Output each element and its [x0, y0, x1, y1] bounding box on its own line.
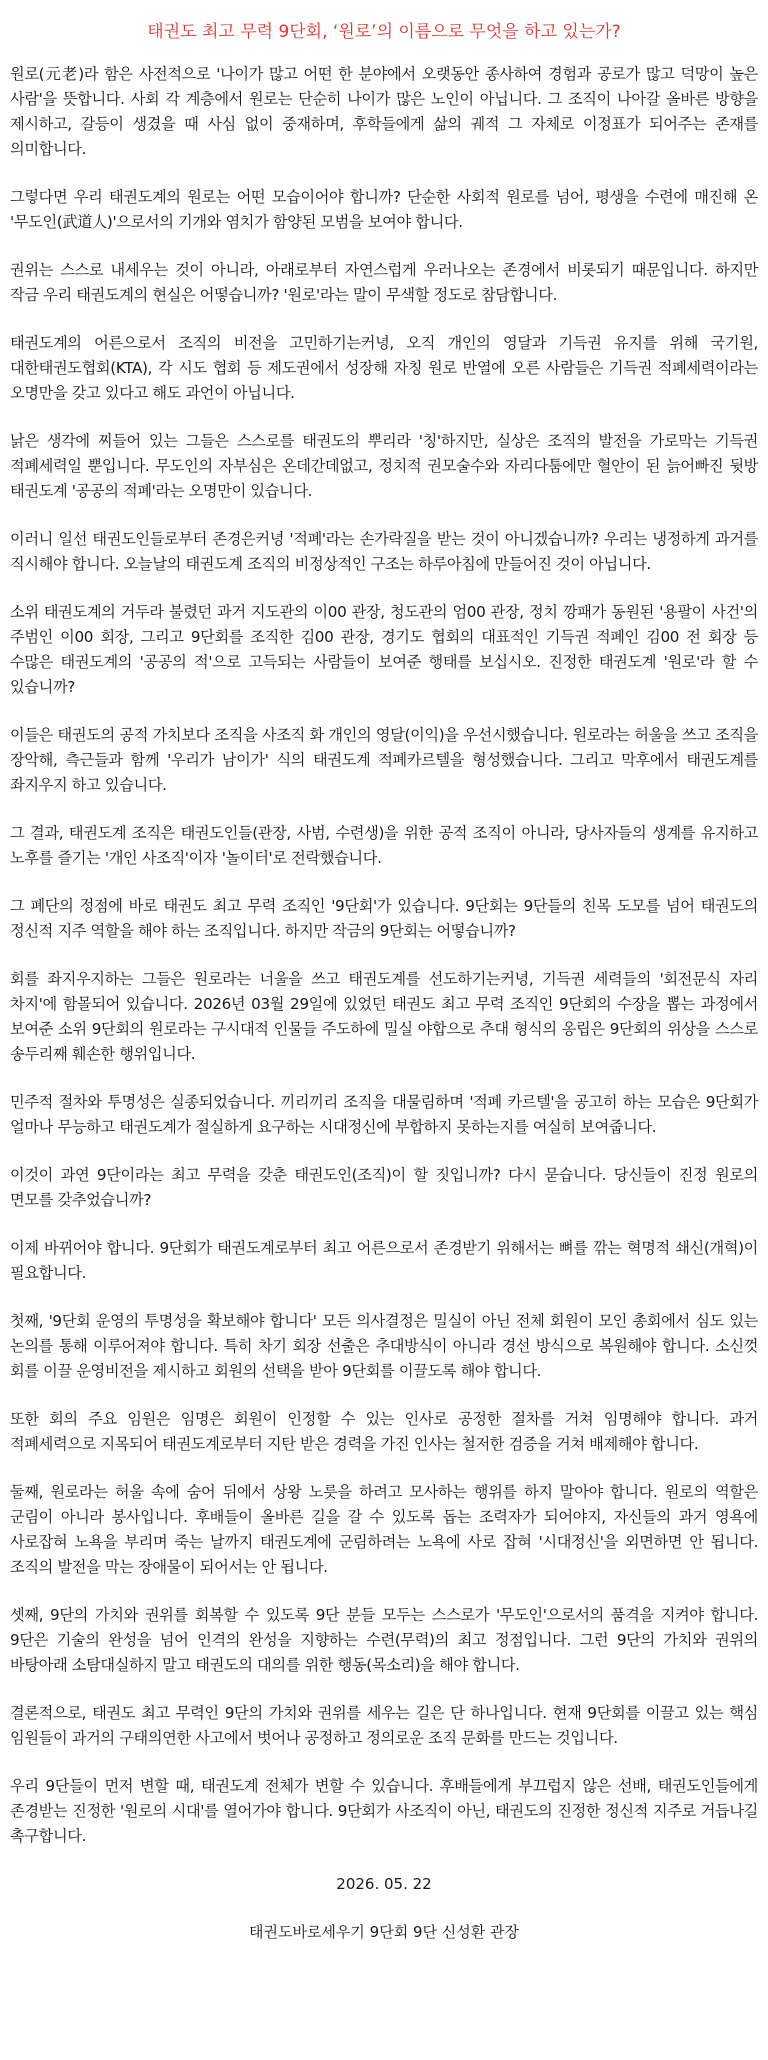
document-body	[10, 62, 758, 1849]
paragraph: 첫째, '9단회 운영의 투명성을 확보해야 합니다' 모든 의사결정은 밀실이 아닌 전체 회원이 모인 총회에서 심도 있는 논의를 통해 이루어져야 합니다. 특히 차기 회장 선출은 추대방식이 아니라 경선 방식으로 복원해야 합니다. 소신껏 회를 이끌 운영비전을 제시하고 회원의 선택을 받아 9단회를 이끌도록 해야 합니다.	[10, 1312, 758, 1380]
paragraph: 이것이 과연 9단이라는 최고 무력을 갖춘 태권도인(조직)이 할 짓입니까? 다시 묻습니다. 당신들이 진정 원로의 면모를 갖추었습니까?	[10, 1166, 758, 1209]
paragraph: 그 결과, 태권도계 조직은 태권도인들(관장, 사범, 수련생)을 위한 공적 조직이 아니라, 당사자들의 생계를 유지하고 노후를 즐기는 '개인 사조직'이자 '놀이터'로 전락했습니다.	[10, 824, 758, 867]
paragraph: 이들은 태권도의 공적 가치보다 조직을 사조직 화 개인의 영달(이익)을 우선시했습니다. 원로라는 허울을 쓰고 조직을 장악해, 측근들과 함께 '우리가 남이가' 식의 태권도계 적폐카르텔을 형성했습니다. 그리고 막후에서 태권도계를 좌지우지 하고 있습니다.	[10, 726, 758, 794]
paragraph: 그 폐단의 정점에 바로 태권도 최고 무력 조직인 '9단회'가 있습니다. 9단회는 9단들의 친목 도모를 넘어 태권도의 정신적 지주 역할을 해야 하는 조직입니다. 하지만 작금의 9단회는 어떻습니까?	[10, 897, 758, 940]
paragraph: 그렇다면 우리 태권도계의 원로는 어떤 모습이어야 합니까? 단순한 사회적 원로를 넘어, 평생을 수련에 매진해 온 '무도인(武道人)'으로서의 기개와 염치가 함양된 모범을 보여야 합니다.	[10, 188, 758, 231]
paragraph: 우리 9단들이 먼저 변할 때, 태권도계 전체가 변할 수 있습니다. 후배들에게 부끄럽지 않은 선배, 태권도인들에게 존경받는 진정한 '원로의 시대'를 열어가야 합니다. 9단회가 사조직이 아닌, 태권도의 진정한 정신적 지주로 거듭나길 촉구합니다.	[10, 1777, 758, 1845]
paragraph: 소위 태권도계의 거두라 불렸던 과거 지도관의 이00 관장, 청도관의 엄00 관장, 정치 깡패가 동원된 '용팔이 사건'의 주범인 이00 회장, 그리고 9단회를 조직한 김00 관장, 경기도 협회의 대표적인 기득권 적폐인 김00 전 회장 등 수많은 태권도계의 '공공의 적'으로 고득되는 사람들이 보여준 행태를 보십시오. 진정한 태권도계 '원로'라 할 수 있습니까?	[10, 603, 758, 696]
paragraph: 이제 바뀌어야 합니다. 9단회가 태권도계로부터 최고 어른으로서 존경받기 위해서는 뼈를 깎는 혁명적 쇄신(개혁)이 필요합니다.	[10, 1239, 758, 1282]
paragraph: 이러니 일선 태권도인들로부터 존경은커녕 '적폐'라는 손가락질을 받는 것이 아니겠습니까? 우리는 냉정하게 과거를 직시해야 합니다. 오늘날의 태권도계 조직의 비정상적인 구조는 하루아침에 만들어진 것이 아닙니다.	[10, 530, 758, 573]
paragraph: 회를 좌지우지하는 그들은 원로라는 너울을 쓰고 태권도계를 선도하기는커녕, 기득권 세력들의 '회전문식 자리 차지'에 함몰되어 있습니다. 2026년 03월 29일에 있었던 태권도 최고 무력 조직인 9단회의 수장을 뽑는 과정에서 보여준 소위 9단회의 원로라는 구시대적 인물들 주도하에 밀실 야합으로 추대 형식의 옹립은 9단회의 위상을 스스로 송두리째 훼손한 행위입니다.	[10, 970, 758, 1063]
paragraph: 셋째, 9단의 가치와 권위를 회복할 수 있도록 9단 분들 모두는 스스로가 '무도인'으로서의 품격을 지켜야 합니다. 9단은 기술의 완성을 넘어 인격의 완성을 지향하는 수련(무력)의 최고 정점입니다. 그런 9단의 가치와 권위의 바탕아래 소탐대실하지 말고 태권도의 대의를 위한 행동(목소리)을 해야 합니다.	[10, 1606, 758, 1674]
paragraph: 낡은 생각에 찌들어 있는 그들은 스스로를 태권도의 뿌리라 '칭'하지만, 실상은 조직의 발전을 가로막는 기득권 적폐세력일 뿐입니다. 무도인의 자부심은 온데간데없고, 정치적 권모술수와 자리다툼에만 혈안이 된 늙어빠진 뒷방 태권도계 '공공의 적폐'라는 오명만이 있습니다.	[10, 432, 758, 500]
paragraph: 민주적 절차와 투명성은 실종되었습니다. 끼리끼리 조직을 대물림하며 '적폐 카르텔'을 공고히 하는 모습은 9단회가 얼마나 무능하고 태권도계가 절실하게 요구하는 시대정신에 부합하지 못하는지를 여실히 보여줍니다.	[10, 1093, 758, 1136]
paragraph: 결론적으로, 태권도 최고 무력인 9단의 가치와 권위를 세우는 길은 단 하나입니다. 현재 9단회를 이끌고 있는 핵심 임원들이 과거의 구태의연한 사고에서 벗어나 공정하고 정의로운 조직 문화를 만드는 것입니다.	[10, 1704, 758, 1747]
document-title: 태권도 최고 무력 9단회, ‘원로’의 이름으로 무엇을 하고 있는가?	[147, 22, 621, 42]
paragraph: 태권도계의 어른으로서 조직의 비전을 고민하기는커녕, 오직 개인의 영달과 기득권 유지를 위해 국기원, 대한태권도협회(KTA), 각 시도 협회 등 제도권에서 성장해 자칭 원로 반열에 오른 사람들은 기득권 적폐세력이라는 오명만을 갖고 있다고 해도 과언이 아닙니다.	[10, 334, 758, 402]
document-date: 2026. 05. 22	[336, 1875, 432, 1893]
paragraph: 또한 회의 주요 임원은 임명은 회원이 인정할 수 있는 인사로 공정한 절차를 거쳐 임명해야 합니다. 과거 적폐세력으로 지목되어 태권도계로부터 지탄 받은 경력을 가진 인사는 철저한 검증을 거쳐 배제해야 합니다.	[10, 1410, 758, 1453]
paragraph: 권위는 스스로 내세우는 것이 아니라, 아래로부터 자연스럽게 우러나오는 존경에서 비롯되기 때문입니다. 하지만 작금 우리 태권도계의 현실은 어떻습니까? '원로'라는 말이 무색할 정도로 참담합니다.	[10, 261, 758, 304]
paragraph: 둘째, 원로라는 허울 속에 숨어 뒤에서 상왕 노릇을 하려고 모사하는 행위를 하지 말아야 합니다. 원로의 역할은 군림이 아니라 봉사입니다. 후배들이 올바른 길을 갈 수 있도록 돕는 조력자가 되어야지, 자신들의 과거 영욕에 사로잡혀 노욕을 부리며 죽는 날까지 태권도계에 군림하려는 노욕에 사로 잡혀 '시대정신'을 외면하면 안 됩니다. 조직의 발전을 막는 장애물이 되어서는 안 됩니다.	[10, 1483, 758, 1576]
paragraph: 원로(元老)라 함은 사전적으로 '나이가 많고 어떤 한 분야에서 오랫동안 종사하여 경험과 공로가 많고 덕망이 높은 사람'을 뜻합니다. 사회 각 계층에서 원로는 단순히 나이가 많은 노인이 아닙니다. 그 조직이 나아갈 올바른 방향을 제시하고, 갈등이 생겼을 때 사심 없이 중재하며, 후학들에게 삶의 궤적 그 자체로 이정표가 되어주는 존재를 의미합니다.	[10, 65, 758, 158]
document-signature: 태권도바로세우기 9단회 9단 신성환 관장	[248, 1923, 519, 1941]
